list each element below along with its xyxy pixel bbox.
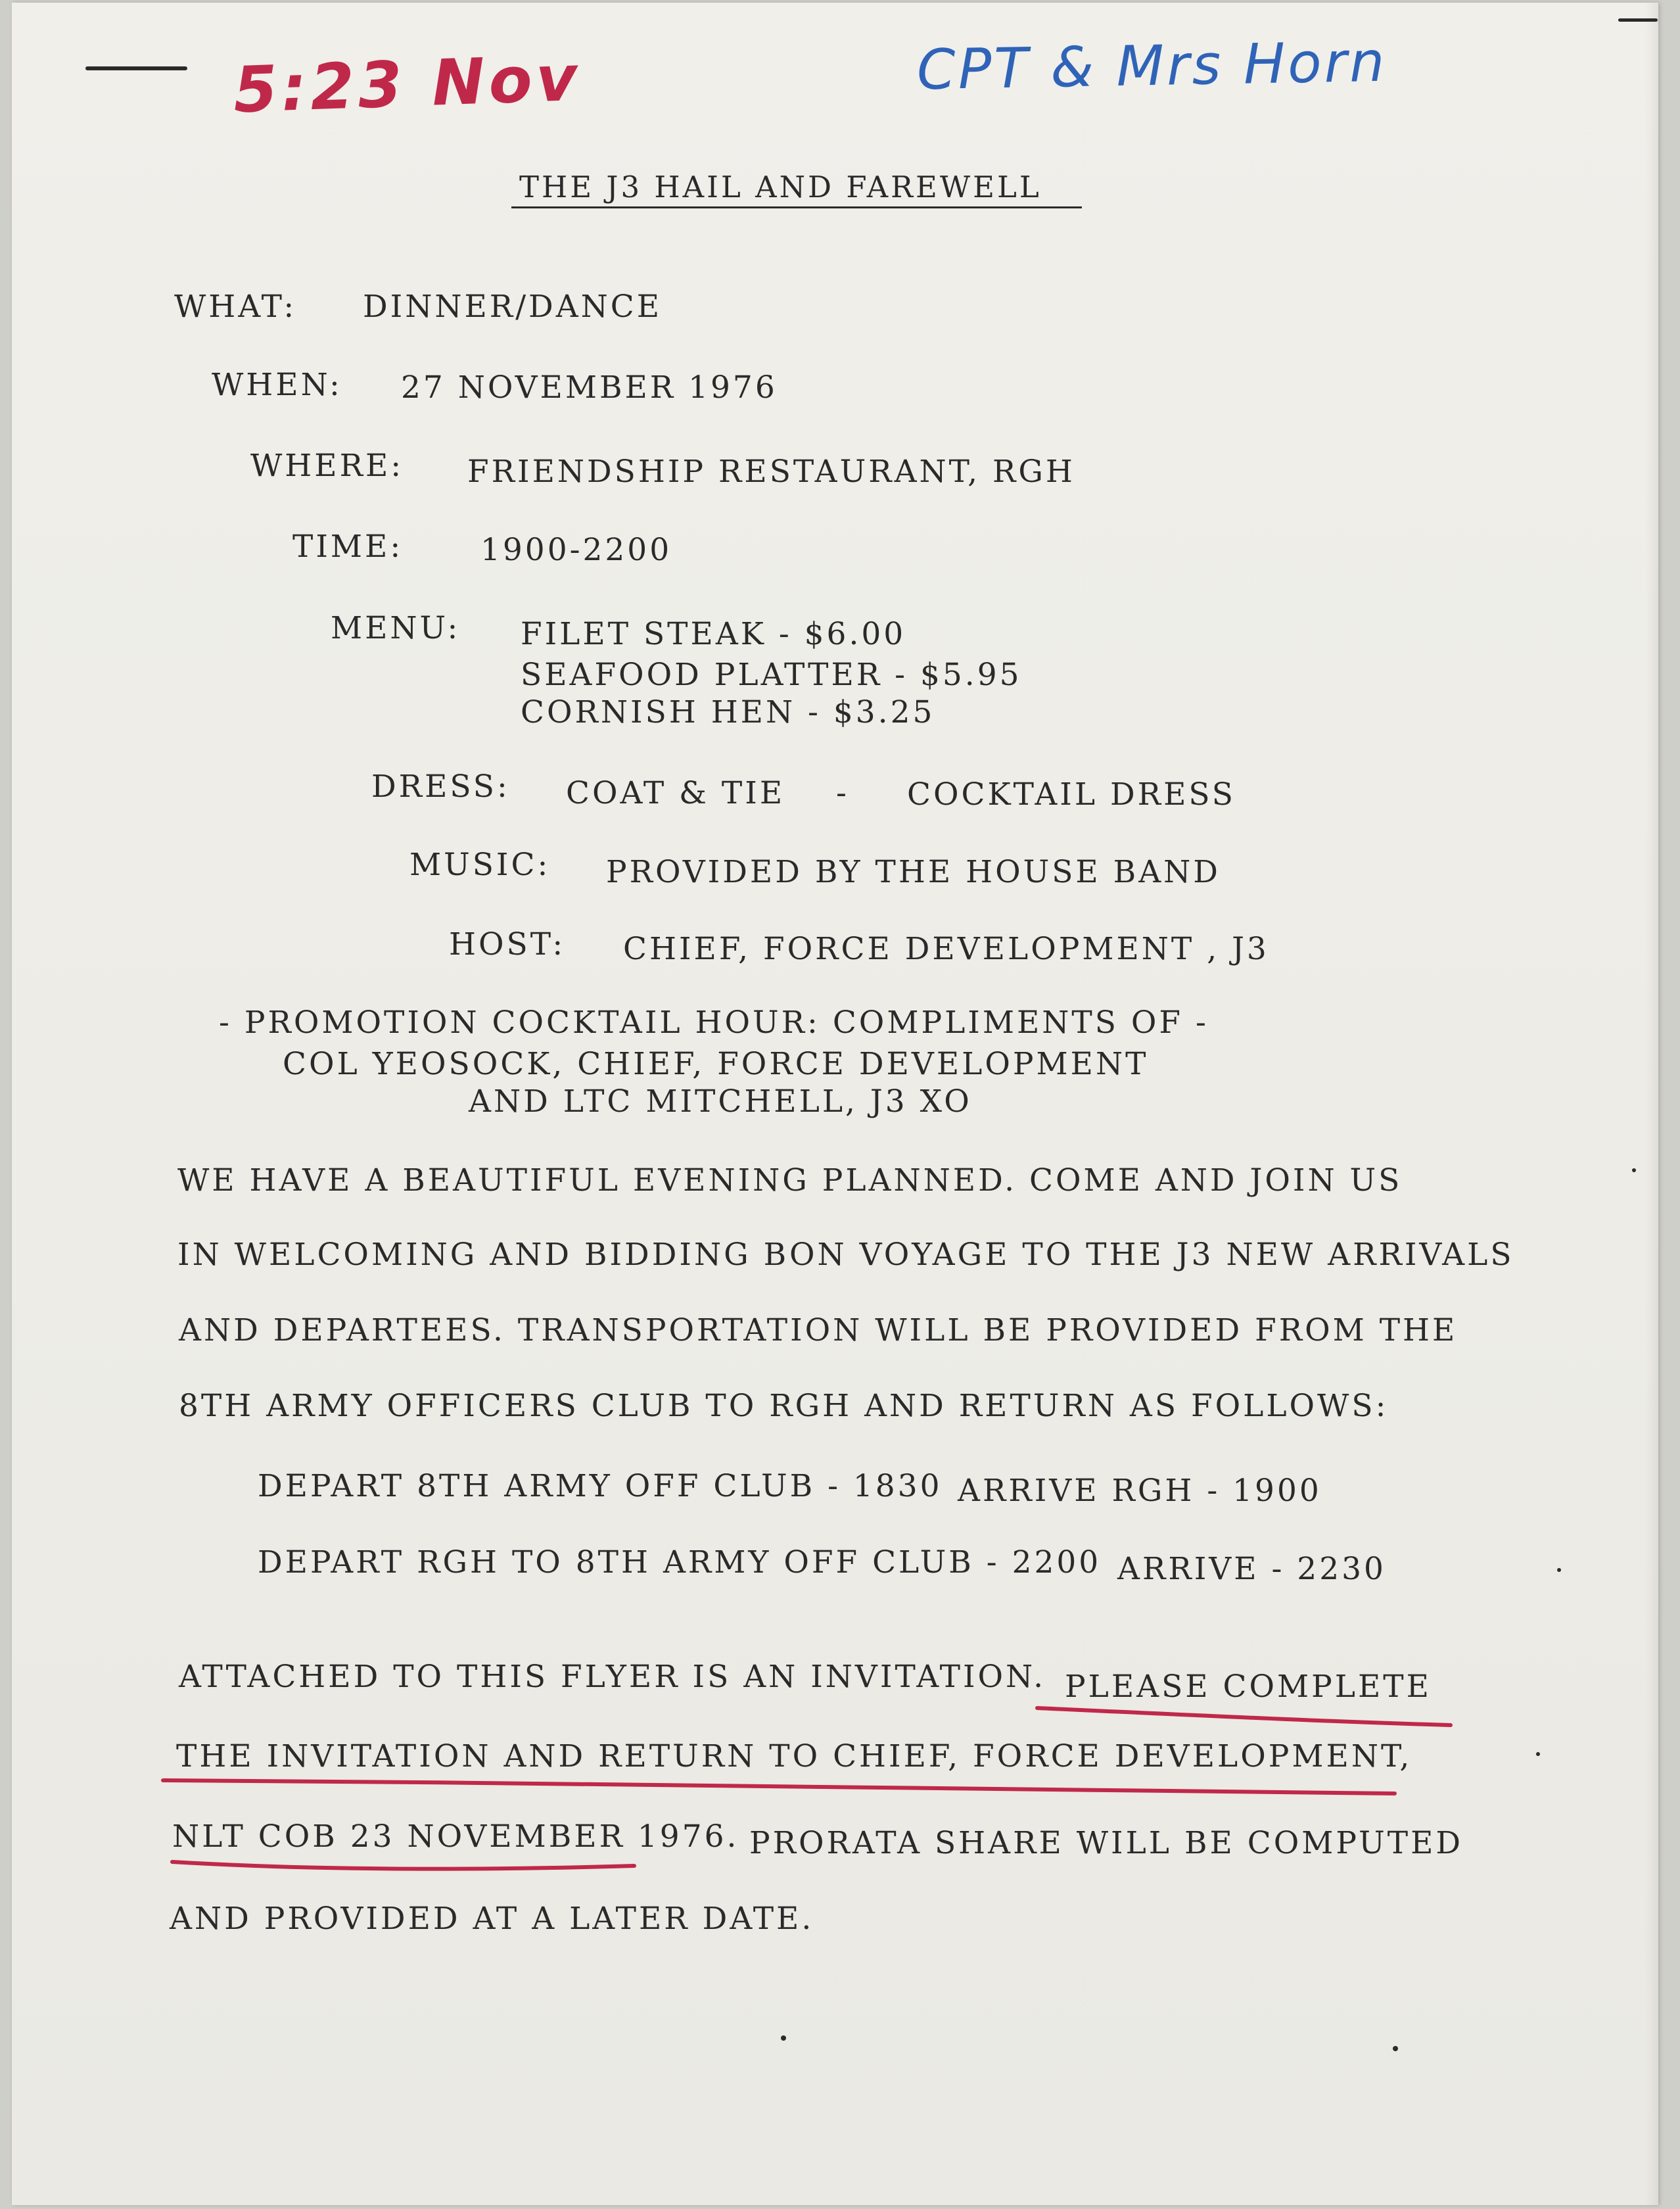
closing-line: ATTACHED TO THIS FLYER IS AN INVITATION. (179, 1659, 1046, 1695)
host-label: HOST: (449, 926, 566, 962)
paper-speck (1557, 1568, 1561, 1572)
dress-value-women: COCKTAIL DRESS (907, 776, 1236, 813)
music-label: MUSIC: (409, 847, 551, 883)
page-title: THE J3 HAIL AND FAREWELL (519, 170, 1042, 204)
cocktail-line: AND LTC MITCHELL, J3 XO (469, 1083, 972, 1120)
closing-line: AND PROVIDED AT A LATER DATE. (170, 1901, 814, 1937)
red-underline (1037, 1708, 1451, 1725)
body-line: 8TH ARMY OFFICERS CLUB TO RGH AND RETURN AS FOLLOWS: (179, 1388, 1389, 1424)
paper-speck (781, 2035, 786, 2041)
transport-arrive: ARRIVE RGH - 1900 (958, 1473, 1322, 1509)
host-value: CHIEF, FORCE DEVELOPMENT , J3 (623, 931, 1269, 967)
when-value: 27 NOVEMBER 1976 (401, 369, 778, 406)
dress-separator: - (836, 775, 849, 811)
closing-line: PRORATA SHARE WILL BE COMPUTED (749, 1825, 1464, 1861)
music-value: PROVIDED BY THE HOUSE BAND (606, 854, 1221, 890)
paper-speck (1536, 1752, 1540, 1756)
paper-speck (1632, 1168, 1636, 1172)
menu-item: FILET STEAK - $6.00 (521, 616, 906, 652)
dress-value-men: COAT & TIE (566, 775, 785, 811)
closing-line-emphasis: PLEASE COMPLETE (1065, 1669, 1432, 1705)
what-label: WHAT: (174, 289, 297, 325)
paper-speck (1393, 2046, 1398, 2051)
red-underline (163, 1780, 1395, 1793)
where-value: FRIENDSHIP RESTAURANT, RGH (467, 454, 1075, 490)
red-underline (172, 1862, 634, 1869)
when-label: WHEN: (212, 367, 342, 403)
closing-line-emphasis: NLT COB 23 NOVEMBER 1976. (172, 1818, 739, 1855)
where-label: WHERE: (250, 448, 404, 484)
menu-item: CORNISH HEN - $3.25 (521, 694, 935, 730)
body-line: AND DEPARTEES. TRANSPORTATION WILL BE PROVIDED FROM THE (179, 1312, 1458, 1348)
cocktail-line: - PROMOTION COCKTAIL HOUR: COMPLIMENTS OF - (219, 1005, 1209, 1041)
transport-arrive: ARRIVE - 2230 (1117, 1551, 1386, 1587)
transport-depart: DEPART RGH TO 8TH ARMY OFF CLUB - 2200 (258, 1544, 1102, 1580)
handwritten-date-note: 5:23 Nov (232, 41, 582, 128)
cocktail-line: COL YEOSOCK, CHIEF, FORCE DEVELOPMENT (283, 1046, 1149, 1082)
body-line: WE HAVE A BEAUTIFUL EVENING PLANNED. COME AND JOIN US (177, 1162, 1403, 1199)
menu-label: MENU: (331, 610, 461, 646)
closing-line-emphasis: THE INVITATION AND RETURN TO CHIEF, FORCE DEVELOPMENT, (176, 1738, 1412, 1774)
handwritten-name-note: CPT & Mrs Horn (916, 29, 1388, 103)
transport-depart: DEPART 8TH ARMY OFF CLUB - 1830 (258, 1468, 943, 1504)
body-line: IN WELCOMING AND BIDDING BON VOYAGE TO THE J3 NEW ARRIVALS (177, 1237, 1514, 1273)
what-value: DINNER/DANCE (363, 289, 663, 325)
time-label: TIME: (292, 529, 404, 565)
menu-item: SEAFOOD PLATTER - $5.95 (521, 657, 1022, 693)
time-value: 1900-2200 (480, 532, 672, 568)
dress-label: DRESS: (371, 769, 510, 805)
